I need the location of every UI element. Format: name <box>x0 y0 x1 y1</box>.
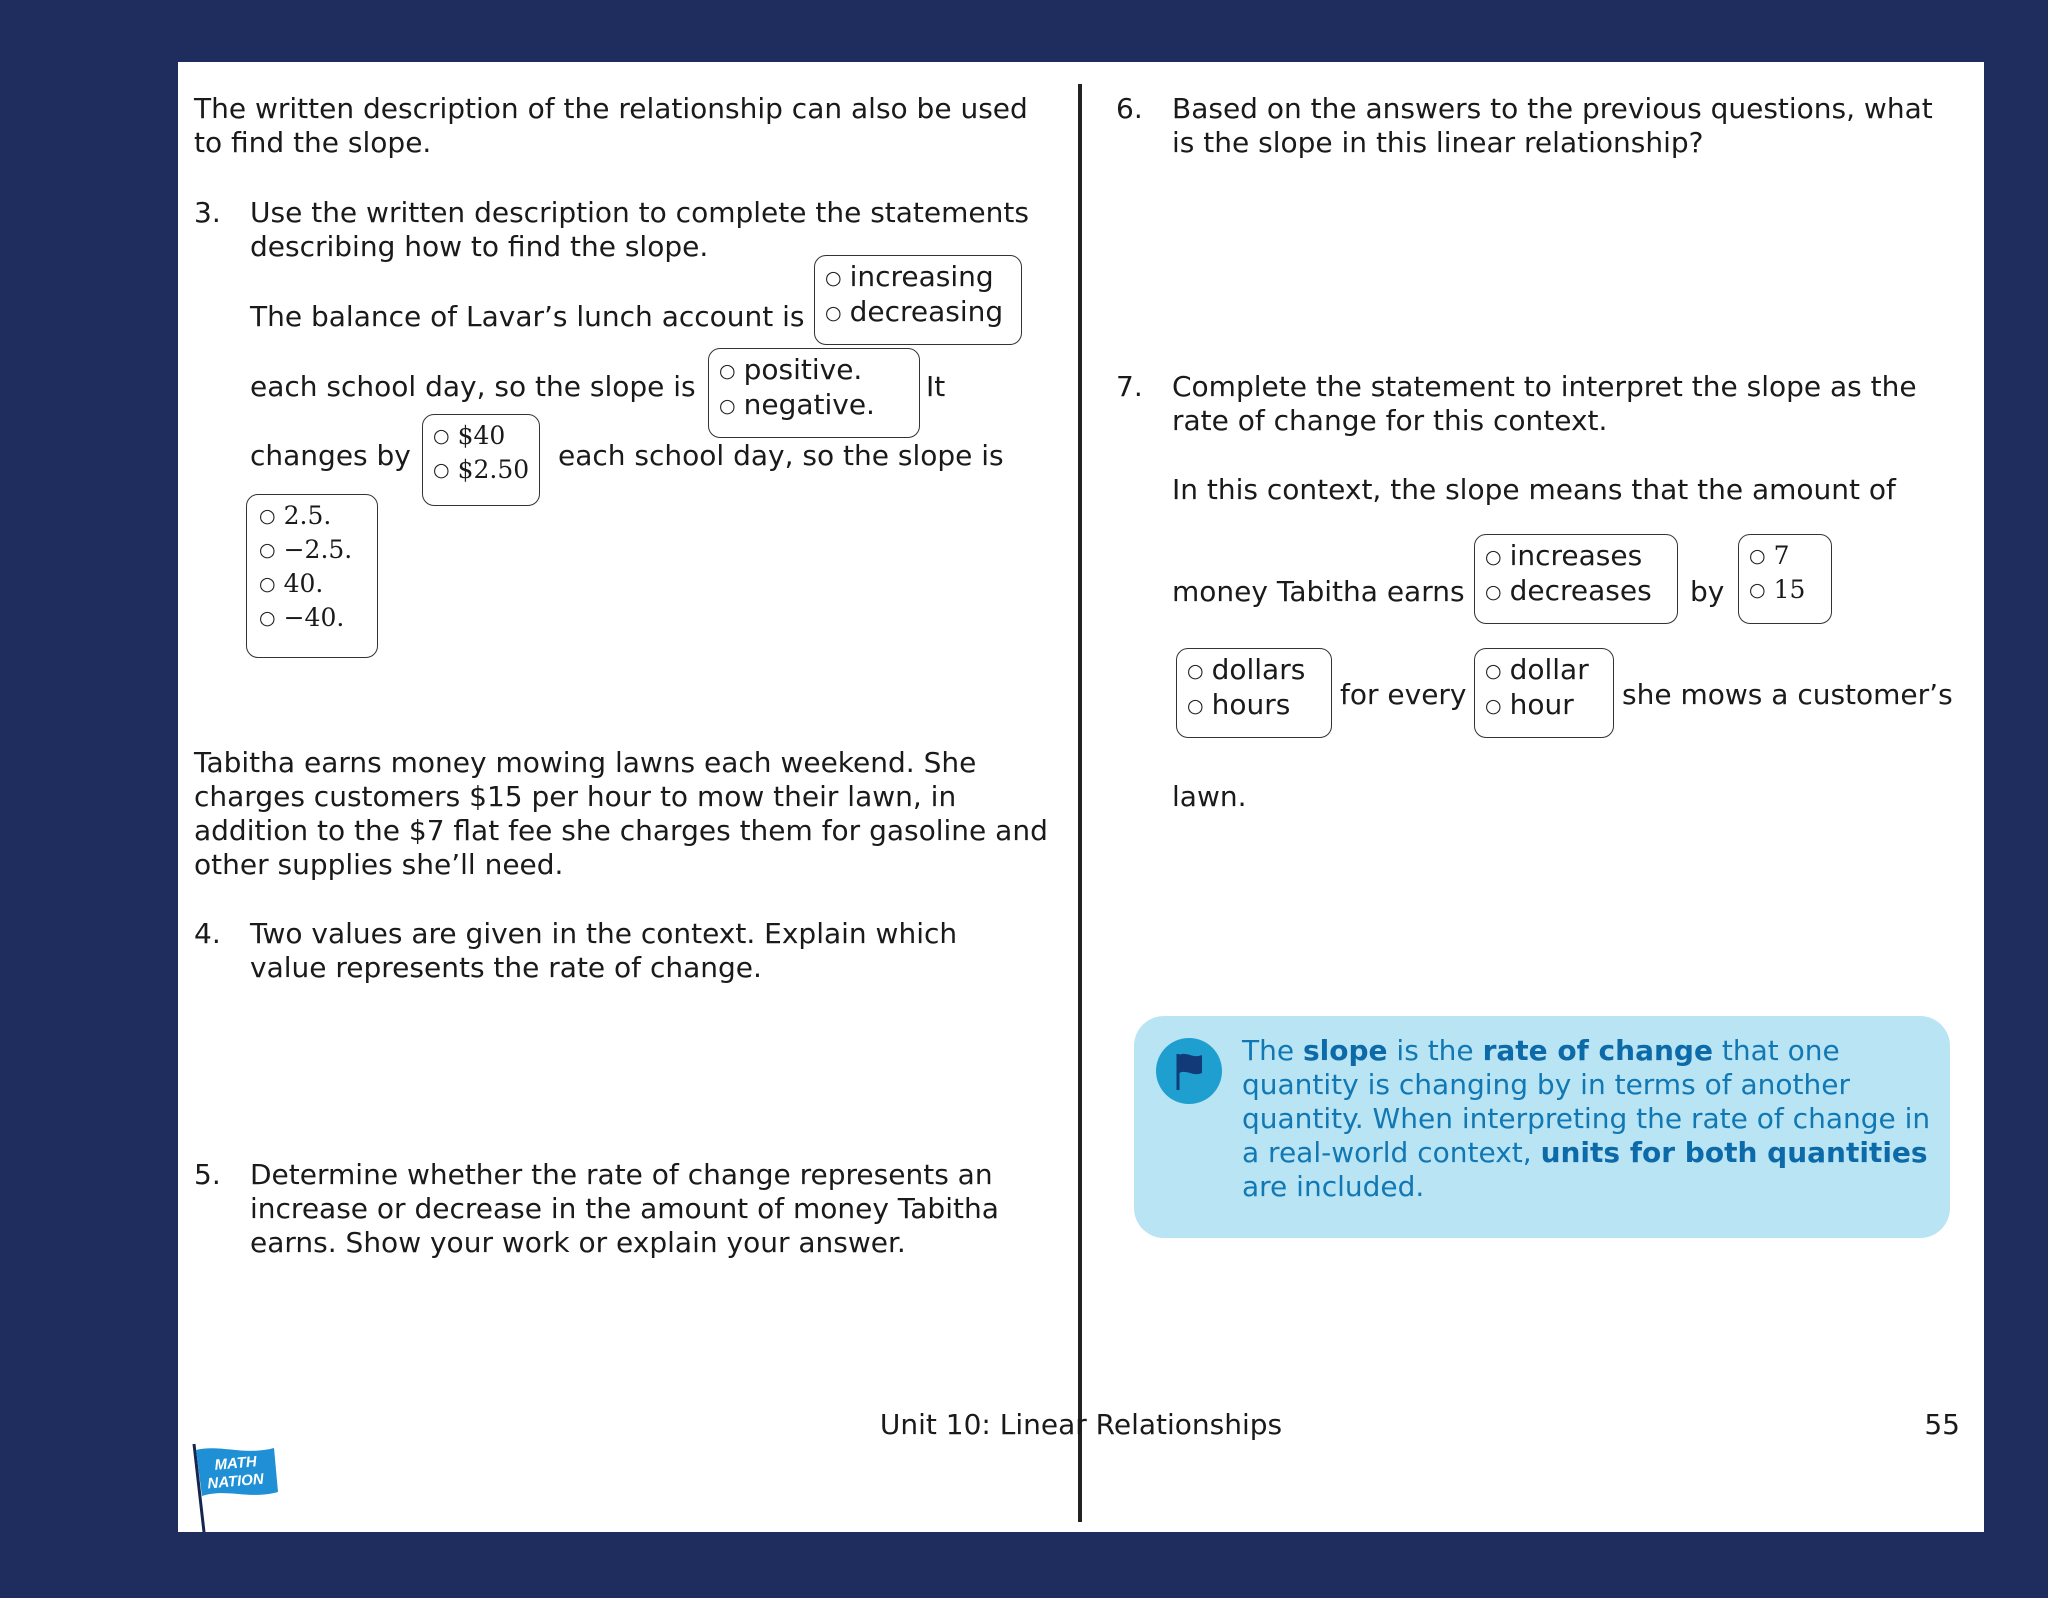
q3-line3a: changes by <box>250 439 411 472</box>
flag-icon <box>1156 1038 1222 1104</box>
option-neg-2-5[interactable]: ○ −2.5. <box>259 535 353 564</box>
q3-prompt: Use the written description to complete the statements describing how to find the slope. <box>250 196 1029 263</box>
page-number: 55 <box>1924 1408 1960 1441</box>
q7-line2a: money Tabitha earns <box>1172 575 1465 608</box>
option-2-5[interactable]: ○ 2.5. <box>259 501 332 530</box>
q4-prompt: Two values are given in the context. Explain which value represents the rate of change. <box>250 917 958 984</box>
unit-title: Unit 10: Linear Relationships <box>879 1408 1283 1441</box>
column-divider <box>1078 84 1082 1522</box>
q3-line1: The balance of Lavar’s lunch account is <box>250 300 805 333</box>
q5-number: 5. <box>194 1158 221 1191</box>
q3-dropdown-slope[interactable] <box>246 494 378 658</box>
q6-prompt: Based on the answers to the previous questions, what is the slope in this linear relationship? <box>1172 92 1933 159</box>
q4-number: 4. <box>194 917 221 950</box>
q3-dropdown-sign[interactable] <box>708 348 920 438</box>
math-nation-logo <box>190 1442 282 1538</box>
q3-dropdown-direction[interactable] <box>814 255 1022 345</box>
q7-line4: lawn. <box>1172 780 1247 813</box>
q7-dropdown-amount[interactable] <box>1738 534 1832 624</box>
option-decreasing[interactable]: ○ decreasing <box>825 295 1004 328</box>
option-dollars[interactable]: ○ dollars <box>1187 653 1306 686</box>
q7-dropdown-unit1[interactable] <box>1176 648 1332 738</box>
q7-line2b: by <box>1690 575 1725 608</box>
q3-line3b: each school day, so the slope is <box>558 439 1004 472</box>
q7-dropdown-direction[interactable] <box>1474 534 1678 624</box>
q3-number: 3. <box>194 196 221 229</box>
q7-number: 7. <box>1116 370 1143 403</box>
option-decreases[interactable]: ○ decreases <box>1485 574 1652 607</box>
option-neg-40[interactable]: ○ −40. <box>259 603 345 632</box>
option-hour[interactable]: ○ hour <box>1485 688 1574 721</box>
worksheet-page <box>178 62 1984 1532</box>
option-increases[interactable]: ○ increases <box>1485 539 1643 572</box>
q7-prompt: Complete the statement to interpret the slope as the rate of change for this context. <box>1172 370 1917 437</box>
logo-line1: MATH <box>213 1453 258 1474</box>
q6-number: 6. <box>1116 92 1143 125</box>
context-text: Tabitha earns money mowing lawns each weekend. She charges customers $15 per hour to mow their lawn, in addition to the $7 flat fee she charges them for gasoline and other supplies she’ll need. <box>194 746 1048 881</box>
option-increasing[interactable]: ○ increasing <box>825 260 994 293</box>
slope-info-text: The slope is the rate of change that one quantity is changing by in terms of another quantity. When interpreting the rate of change in a real-world context, units for both quantities are included. <box>1242 1034 1931 1203</box>
q7-line3a: for every <box>1340 678 1467 711</box>
q7-dropdown-unit2[interactable] <box>1474 648 1614 738</box>
q3-dropdown-amount[interactable] <box>422 414 540 506</box>
option-positive[interactable]: ○ positive. <box>719 353 863 386</box>
option-dollar[interactable]: ○ dollar <box>1485 653 1589 686</box>
q7-line3b: she mows a customer’s <box>1622 678 1953 711</box>
q3-line2b: It <box>926 370 946 403</box>
slope-info-callout <box>1134 1016 1950 1238</box>
logo-line2: NATION <box>206 1470 265 1493</box>
q5-prompt: Determine whether the rate of change represents an increase or decrease in the amount of money Tabitha earns. Show your work or explain your answer. <box>250 1158 999 1259</box>
option-40[interactable]: ○ $40 <box>433 421 506 450</box>
q7-line1: In this context, the slope means that the amount of <box>1172 473 1896 506</box>
option-15[interactable]: ○ 15 <box>1749 575 1806 604</box>
option-hours[interactable]: ○ hours <box>1187 688 1291 721</box>
option-2-50[interactable]: ○ $2.50 <box>433 455 530 484</box>
option-negative[interactable]: ○ negative. <box>719 388 875 421</box>
q3-line2a: each school day, so the slope is <box>250 370 696 403</box>
option-7[interactable]: ○ 7 <box>1749 541 1790 570</box>
option-40-slope[interactable]: ○ 40. <box>259 569 324 598</box>
intro-text: The written description of the relationship can also be used to find the slope. <box>194 92 1028 159</box>
